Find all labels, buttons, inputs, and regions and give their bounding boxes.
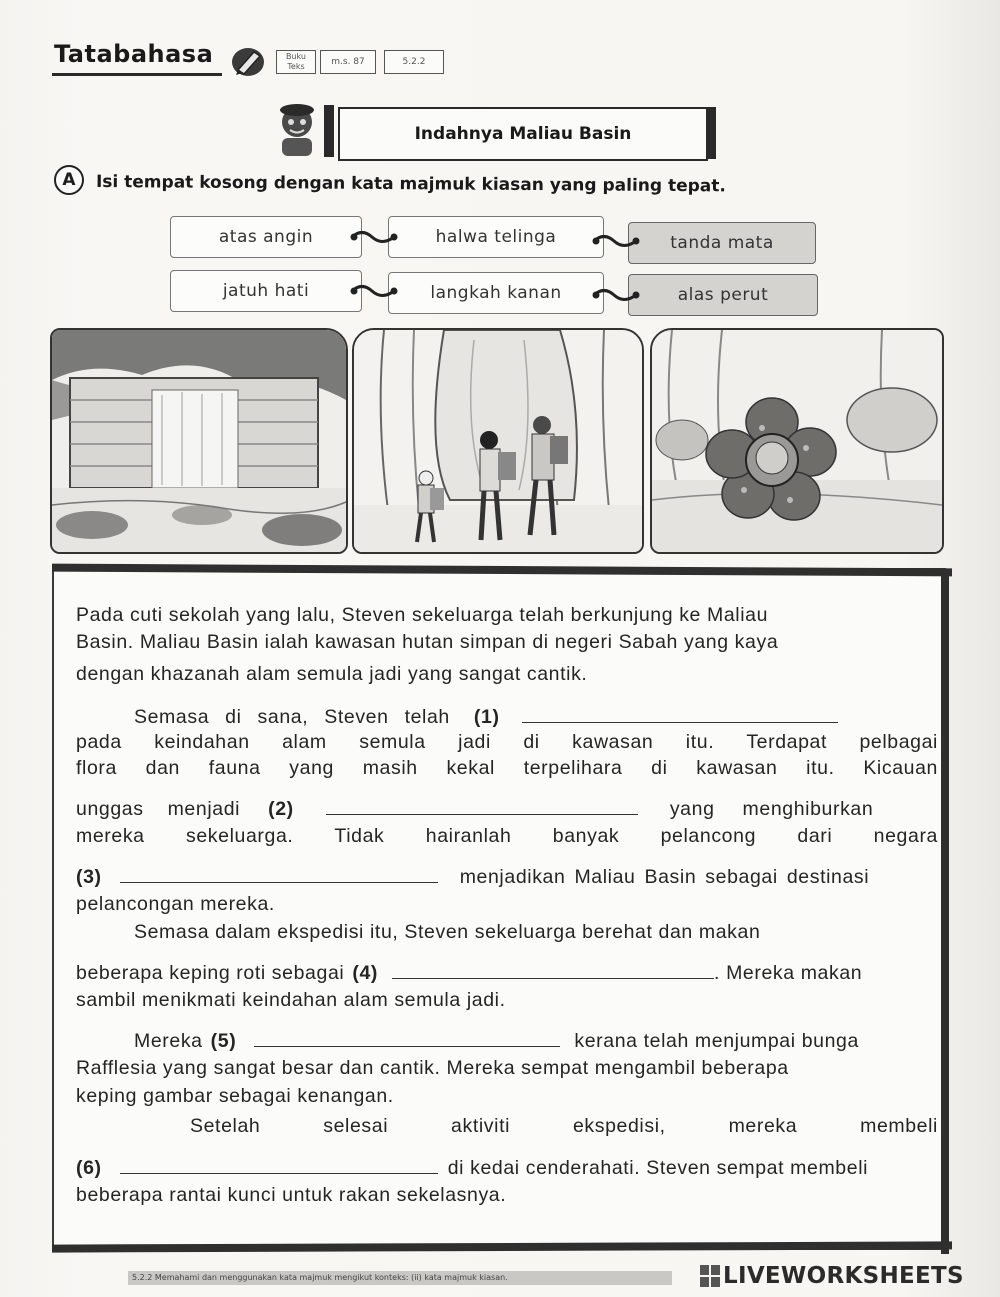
answer-blank-2[interactable] [326, 796, 638, 815]
answer-blank-6[interactable] [120, 1155, 438, 1174]
passage-text: . Mereka makan [714, 962, 863, 984]
ref-page-box: m.s. 87 [320, 50, 376, 74]
passage-line: beberapa rantai kunci untuk rakan sekelasnya. [76, 1184, 507, 1206]
waterfall-icon [52, 330, 346, 552]
section-title: Tatabahasa [54, 40, 214, 68]
blank-number-1: (1) [473, 706, 500, 728]
ref-standard-box: 5.2.2 [384, 50, 444, 74]
passage-text: Semasa di sana, Steven telah [134, 706, 450, 728]
passage-line [76, 960, 938, 985]
answer-blank-3[interactable] [120, 864, 438, 883]
word-option: alas perut [628, 274, 818, 316]
banner-title: Indahnya Maliau Basin [338, 107, 708, 161]
passage-text: Mereka [134, 1030, 203, 1052]
word-option: jatuh hati [170, 270, 362, 312]
section-letter: A [54, 165, 84, 195]
passage-line: dengan khazanah alam semula jadi yang sangat cantik. [76, 663, 588, 685]
passage-line [134, 1028, 934, 1053]
connector-icon [348, 282, 400, 300]
banner-bar-left [324, 105, 334, 157]
passage-text: menjadikan Maliau Basin sebagai destinasi [459, 866, 870, 888]
answer-blank-5[interactable] [254, 1028, 560, 1047]
word-option: halwa telinga [388, 216, 604, 258]
blank-number-5: (5) [210, 1030, 237, 1052]
pencil-icon [230, 44, 266, 78]
blank-number-3: (3) [76, 866, 102, 888]
passage-line: Basin. Maliau Basin ialah kawasan hutan simpan di negeri Sabah yang kaya [76, 631, 779, 653]
mascot-icon [268, 100, 326, 158]
hiking-image [352, 328, 644, 554]
passage-line: flora dan fauna yang masih kekal terpelihara di kawasan itu. Kicauan [76, 757, 938, 779]
passage-text: kerana telah menjumpai bunga [574, 1030, 859, 1052]
title-underline [52, 73, 222, 76]
passage-line: sambil menikmati keindahan alam semula jadi. [76, 989, 506, 1011]
blank-number-4: (4) [352, 962, 378, 984]
passage-line [76, 864, 938, 889]
passage-line: keping gambar sebagai kenangan. [76, 1085, 394, 1107]
hiking-family-icon [354, 330, 642, 552]
rafflesia-image [650, 328, 944, 554]
passage-text: unggas menjadi [76, 798, 241, 820]
liveworksheets-brand[interactable] [700, 1263, 964, 1289]
waterfall-image [50, 328, 348, 554]
passage-line [76, 796, 938, 821]
passage-line: Rafflesia yang sangat besar dan cantik. Mereka sempat mengambil beberapa [76, 1057, 789, 1079]
banner-bar-right [706, 107, 716, 159]
passage-line [76, 1155, 938, 1180]
word-option: langkah kanan [388, 272, 604, 314]
word-option: tanda mata [628, 222, 816, 264]
answer-blank-1[interactable] [522, 704, 838, 723]
brand-name: LIVEWORKSHEETS [723, 1263, 964, 1289]
instruction-text: Isi tempat kosong dengan kata majmuk kiasan yang paling tepat. [95, 172, 726, 197]
passage-line: Semasa dalam ekspedisi itu, Steven sekeluarga berehat dan makan [134, 921, 761, 943]
learning-standard-footer: 5.2.2 Memahami dan menggunakan kata majmuk mengikut konteks: (ii) kata majmuk kiasan. [128, 1271, 672, 1285]
liveworksheets-logo-icon [700, 1265, 720, 1287]
passage-text: yang menghiburkan [669, 798, 874, 820]
answer-blank-4[interactable] [392, 960, 714, 979]
passage-line: pelancongan mereka. [76, 893, 275, 915]
connector-icon [590, 232, 642, 250]
blank-number-2: (2) [268, 798, 294, 820]
passage-text: di kedai cenderahati. Steven sempat membeli [447, 1157, 869, 1179]
word-option: atas angin [170, 216, 362, 258]
connector-icon [348, 228, 400, 246]
rafflesia-icon [652, 330, 942, 552]
ref-book-box: Buku Teks [276, 50, 316, 74]
passage-line: Pada cuti sekolah yang lalu, Steven sekeluarga telah berkunjung ke Maliau [76, 604, 769, 626]
blank-number-6: (6) [76, 1157, 102, 1179]
passage-line [134, 704, 934, 729]
passage-line: Setelah selesai aktiviti ekspedisi, mereka membeli [190, 1115, 938, 1137]
passage-line: mereka sekeluarga. Tidak hairanlah banyak pelancong dari negara [76, 825, 938, 847]
connector-icon [590, 286, 642, 304]
frame-side-right [941, 570, 949, 1254]
passage-line: pada keindahan alam semula jadi di kawasan itu. Terdapat pelbagai [76, 731, 938, 753]
passage-text: beberapa keping roti sebagai [76, 962, 345, 984]
